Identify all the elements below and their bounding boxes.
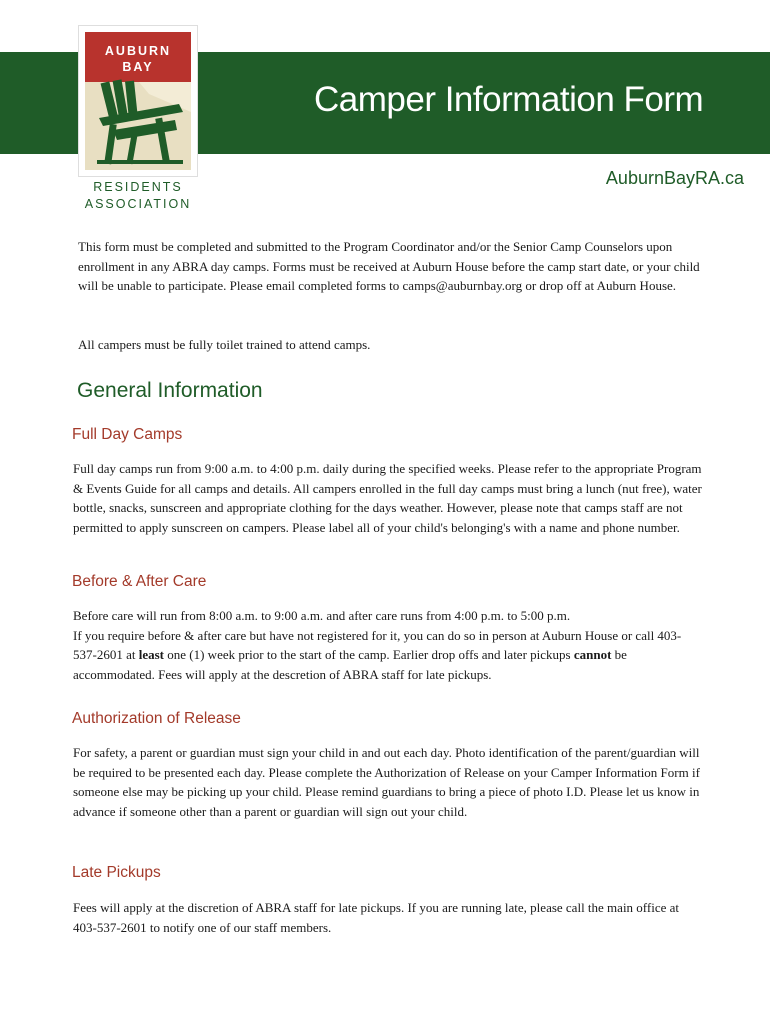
auburn-bay-logo [79, 26, 197, 176]
toilet-trained-note: All campers must be fully toilet trained to attend camps. [78, 337, 371, 352]
authorization-body: For safety, a parent or guardian must sign your child in and out each day. Photo identification of the parent/guardian will be required to be presented each day. Please complete the Authorization of Release on your Camper Information Form if someone else may be picking up your child. Please remind guardians to bring a piece of photo I.D. Please let us know in advance if someone other than a parent or guardian will sign out your child. [73, 745, 700, 819]
logo-text-line-2: BAY [122, 60, 154, 74]
organization-name: RESIDENTS ASSOCIATION [84, 180, 192, 211]
late-pickups-body: Fees will apply at the discretion of ABRA staff for late pickups. If you are running late, please call the main office at 403-537-2601 to notify one of our staff members. [73, 900, 680, 935]
full-day-camps-heading: Full Day Camps [72, 426, 183, 443]
late-pickups-heading: Late Pickups [72, 864, 161, 881]
full-day-camps-body: Full day camps run from 9:00 a.m. to 4:00 p.m. daily during the specified weeks. Please refer to the appropriate Program & Events Guide for all camps and details. All campers enrolled in the full day camps must bring a lunch (nut free), water bottle, snacks, sunscreen and appropriate clothing for the days weather. However, please note that camps staff are not permitted to apply sunscreen on campers. Please label all of your child's belonging's with a name and phone number. [73, 461, 702, 535]
before-after-care-heading: Before & After Care [72, 573, 207, 590]
general-information-heading: General Information [77, 379, 263, 402]
authorization-heading: Authorization of Release [72, 710, 241, 727]
website-link[interactable]: AuburnBayRA.ca [605, 168, 744, 188]
before-care-hours: Before care will run from 8:00 a.m. to 9:00 a.m. and after care runs from 4:00 p.m. to 5:00 p.m. [73, 608, 571, 623]
form-title: Camper Information Form [314, 80, 704, 119]
before-after-registration: If you require before & after care but have not registered for it, you can do so in person at Auburn House or call 403-537-2601 at least one (1) week prior to the start of the camp. Earlier drop offs and later pickups cannot be accommodated. Fees will apply at the descretion of ABRA staff for late pickups. [73, 627, 682, 682]
before-after-care-body [73, 606, 703, 684]
intro-paragraph: This form must be completed and submitted to the Program Coordinator and/or the Senior Camp Counselors upon enrollment in any ABRA day camps. Forms must be received at Auburn House before the camp start date, or your child will be unable to participate. Please email completed forms to camps@auburnbay.org or drop off at Auburn House. [78, 239, 700, 294]
logo-text-line-1: AUBURN [104, 44, 172, 58]
